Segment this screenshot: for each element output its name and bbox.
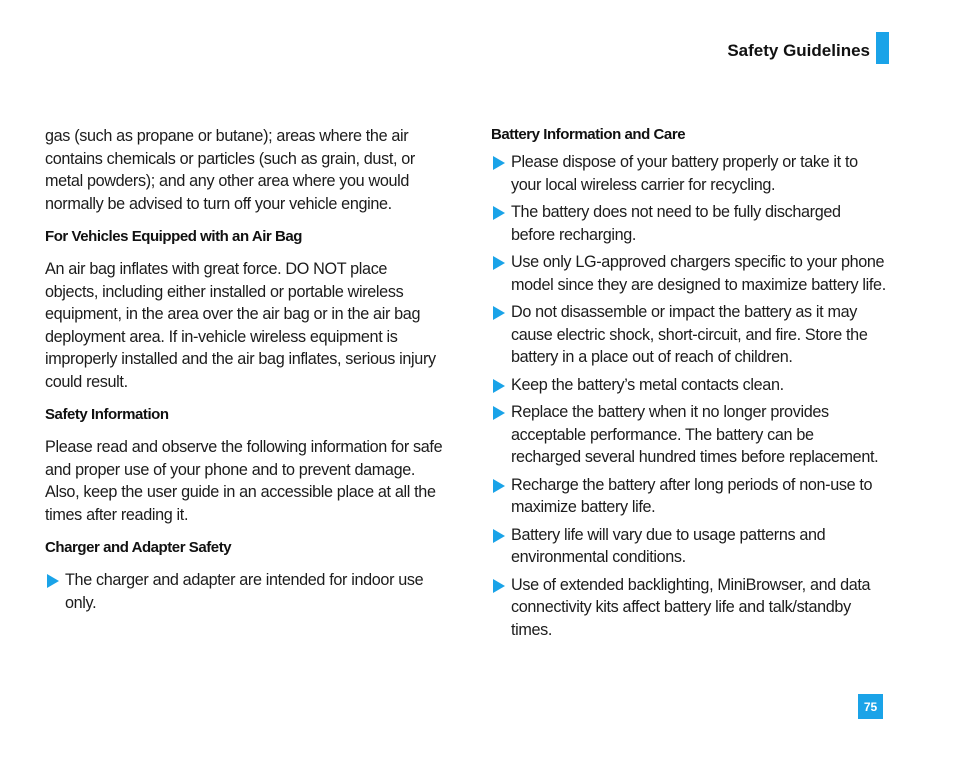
list-item	[491, 574, 886, 642]
bullet-text: Use of extended backlighting, MiniBrowser, and data connectivity kits affect battery life and talk/standby times.	[511, 575, 871, 639]
bullet-arrow-icon	[493, 256, 505, 270]
bullet-arrow-icon	[493, 379, 505, 393]
right-column	[491, 125, 886, 646]
section-heading-charger-adapter: Charger and Adapter Safety	[45, 539, 232, 556]
intro-paragraph: gas (such as propane or butane); areas where the air contains chemicals or particles (such as grain, dust, or metal powders); and any other area where you would normally be advised to turn off your vehicle engine.	[45, 127, 415, 213]
page-header-title: Safety Guidelines	[727, 41, 870, 60]
bullet-text: Please dispose of your battery properly or take it to your local wireless carrier for recycling.	[511, 153, 858, 194]
bullet-arrow-icon	[493, 579, 505, 593]
bullet-arrow-icon	[47, 574, 59, 588]
bullet-text: Battery life will vary due to usage patterns and environmental conditions.	[511, 525, 826, 566]
left-column	[45, 125, 443, 619]
list-item	[491, 201, 886, 246]
bullet-arrow-icon	[493, 156, 505, 170]
battery-bullet-list	[491, 151, 886, 641]
bullet-arrow-icon	[493, 206, 505, 220]
section-body-air-bag: An air bag inflates with great force. DO NOT place objects, including either installed or portable wireless equipment, in the area over the air bag or in the air bag deployment area. If in-vehicle wireless equipment is improperly installed and the air bag inflates, serious injury could result.	[45, 260, 436, 391]
bullet-text: The charger and adapter are intended for indoor use only.	[65, 571, 424, 612]
bullet-text: Keep the battery’s metal contacts clean.	[511, 375, 784, 394]
bullet-text: Recharge the battery after long periods of non-use to maximize battery life.	[511, 475, 873, 516]
bullet-text: The battery does not need to be fully discharged before recharging.	[511, 203, 841, 244]
section-body-safety-information: Please read and observe the following information for safe and proper use of your phone and to prevent damage. Also, keep the user guide in an accessible place at all the times after reading it.	[45, 438, 443, 524]
bullet-text: Use only LG-approved chargers specific to your phone model since they are designed to maximize battery life.	[511, 253, 886, 294]
bullet-text: Replace the battery when it no longer provides acceptable performance. The battery can be recharged several hundred times before replacement.	[511, 403, 879, 466]
bullet-text: Do not disassemble or impact the battery as it may cause electric shock, short-circuit, and fire. Store the battery in a place out of reach of children.	[511, 303, 868, 366]
header-accent-bar	[876, 32, 889, 64]
section-heading-safety-information: Safety Information	[45, 406, 169, 423]
list-item	[491, 524, 886, 569]
page-number: 75	[863, 699, 878, 714]
list-item	[45, 569, 443, 614]
list-item	[491, 151, 886, 196]
page-number-badge	[858, 694, 883, 719]
list-item	[491, 251, 886, 296]
section-heading-battery: Battery Information and Care	[491, 126, 686, 143]
list-item	[491, 374, 886, 397]
list-item	[491, 474, 886, 519]
bullet-arrow-icon	[493, 529, 505, 543]
list-item	[491, 401, 886, 469]
bullet-arrow-icon	[493, 306, 505, 320]
bullet-arrow-icon	[493, 479, 505, 493]
list-item	[491, 301, 886, 369]
bullet-arrow-icon	[493, 406, 505, 420]
charger-bullet-list	[45, 569, 443, 614]
section-heading-air-bag: For Vehicles Equipped with an Air Bag	[45, 228, 303, 245]
